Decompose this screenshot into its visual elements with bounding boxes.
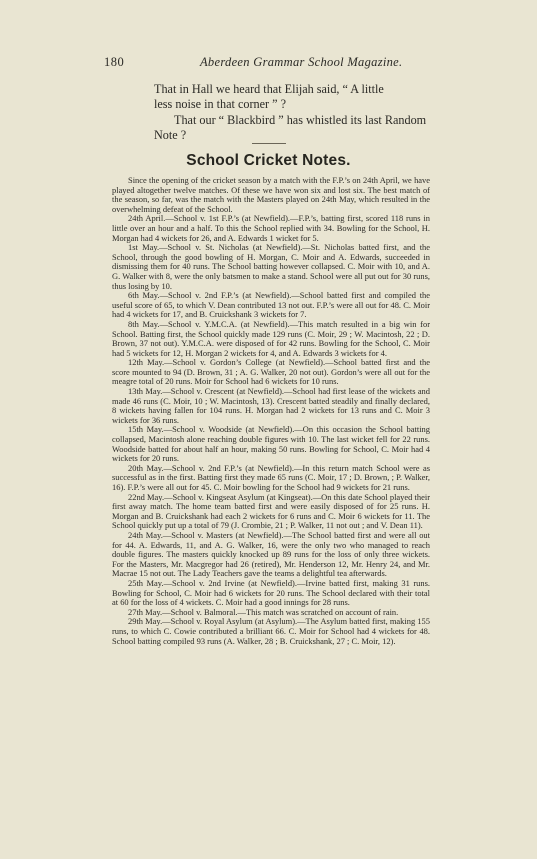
paragraph: Since the opening of the cricket season by a match with the F.P.’s on 24th April, we have played altogether twelve matches. Of these we have won six and lost six. The best match of the season, so far, was the match with the Masters played on 24th May, which resulted in the overwhelming defeat of the School. bbox=[112, 175, 430, 214]
paragraph: 1st May.—School v. St. Nicholas (at Newfield).—St. Nicholas batted first, and the School, through the good bowling of H. Morgan, C. Moir and A. Edwards, succeeded in dismissing them for 40 runs. The School batting however collapsed. C. Moir with 10, and A. G. Walker with 8, were the only batsmen to make a stand. School were all put out for 30 runs, thus losing by 10. bbox=[112, 242, 430, 291]
verse-line: less noise in that corner ” ? bbox=[154, 96, 286, 111]
paragraph: 24th April.—School v. 1st F.P.’s (at Newfield).—F.P.’s, batting first, scored 118 runs in little over an hour and a half. To this the School replied with 34. Bowling for the School, H. Morgan had 4 wickets for 26, and A. Edwards 1 wicket for 5. bbox=[112, 213, 430, 243]
paragraph: 20th May.—School v. 2nd F.P.’s (at Newfield).—In this return match School were as successful as in the first. Batting first they made 65 runs (C. Moir, 17 ; D. Brown, ; P. Walker, 16). F.P.’s were all out for 45. C. Moir bowling for the School had 9 wickets for 21 runs. bbox=[112, 462, 430, 492]
paragraph: 15th May.—School v. Woodside (at Newfield).—On this occasion the School batting collapsed, Macintosh alone reaching double figures with 10. The last wicket fell for 22 runs. Woodside batted for about half an hour, making 50 runs. Bowling for School, C. Moir had 4 wickets for 20 runs. bbox=[112, 424, 430, 464]
paragraph: 29th May.—School v. Royal Asylum (at Asylum).—The Asylum batted first, making 155 runs, to which C. Cowie contributed a brilliant 66. C. Moir for School had 4 wickets for 48. School batting compiled 93 runs (A. Walker, 28 ; B. Cruickshank, 27 ; C. Moir, 12). bbox=[112, 616, 430, 646]
paragraph: 22nd May.—School v. Kingseat Asylum (at Kingseat).—On this date School played their first away match. The home team batted first and were easily disposed of for 25 runs. H. Morgan and B. Cruickshank had each 2 wickets for 6 runs and C. Moir 6 wickets for 11. The School quickly put up a total of 79 (J. Crombie, 21 ; P. Walker, 11 not out ; and V. Dean 11). bbox=[112, 491, 430, 531]
paragraph: 13th May.—School v. Crescent (at Newfield).—School had first lease of the wickets and made 46 runs (C. Moir, 10 ; W. Macintosh, 13). Crescent batted steadily and finally declared, 8 wickets having fallen for 104 runs. H. Morgan had 2 wickets for 13 runs and C. Moir 3 wickets for 36 runs. bbox=[112, 386, 430, 425]
paragraph: 25th May.—School v. 2nd Irvine (at Newfield).—Irvine batted first, making 31 runs. Bowling for School, C. Moir had 6 wickets for 20 runs. The School declared with their total at 60 for the loss of 4 wickets. C. Moir had a good innings for 28 runs. bbox=[112, 577, 430, 608]
paragraph: 6th May.—School v. 2nd F.P.’s (at Newfield).—School batted first and compiled the useful score of 65, to which V. Dean contributed 13 not out. F.P.’s were all out for 48. C. Moir had 4 wickets for 17, and B. Cruickshank 3 wickets for 7. bbox=[112, 290, 430, 320]
article-body bbox=[112, 176, 430, 646]
paragraph: 24th May.—School v. Masters (at Newfield).—The School batted first and were all out for 44. A. Edwards, 11, and A. G. Walker, 16, were the only two who managed to reach double figures. The masters quickly knocked up 89 runs for the loss of only three wickets. For the Masters, Mr. Macgregor had 26 (retired), Mr. Henderson 12, Mr. Henry 24, and Mr. Macrae 15 not out. The Lady Teachers gave the teams a delightful tea afterwards. bbox=[112, 529, 430, 579]
section-divider bbox=[252, 143, 286, 144]
verse-line: That in Hall we heard that Elijah said, “ A little bbox=[154, 82, 384, 96]
verse-line: That our “ Blackbird ” has whistled its last Random bbox=[174, 113, 427, 128]
paragraph: 8th May.—School v. Y.M.C.A. (at Newfield).—This match resulted in a big win for School. Batting first, the School quickly made 129 runs (C. Moir, 29 ; W. Macintosh, 22 ; D. Brown, 37 not out). Y.M.C.A. were disposed of for 42 runs. Bowling for the School, C. Moir had 5 wickets for 12, H. Morgan 2 wickets for 4, and A. Edwards 3 wickets for 4. bbox=[112, 318, 430, 358]
verse-line: Note ? bbox=[154, 127, 187, 142]
paragraph: 27th May.—School v. Balmoral.—This match was scratched on account of rain. bbox=[128, 606, 399, 617]
verse-fragment bbox=[154, 82, 444, 144]
journal-title: Aberdeen Grammar School Magazine. bbox=[200, 55, 403, 69]
paragraph: 12th May.—School v. Gordon’s College (at Newfield).—School batted first and the score mounted to 94 (D. Brown, 31 ; A. G. Walker, 20 not out). Gordon’s were all out for the meagre total of 20 runs. Moir for School had 6 wickets for 10 runs. bbox=[112, 357, 430, 387]
article-title: School Cricket Notes. bbox=[186, 152, 351, 169]
page-number: 180 bbox=[104, 55, 125, 69]
